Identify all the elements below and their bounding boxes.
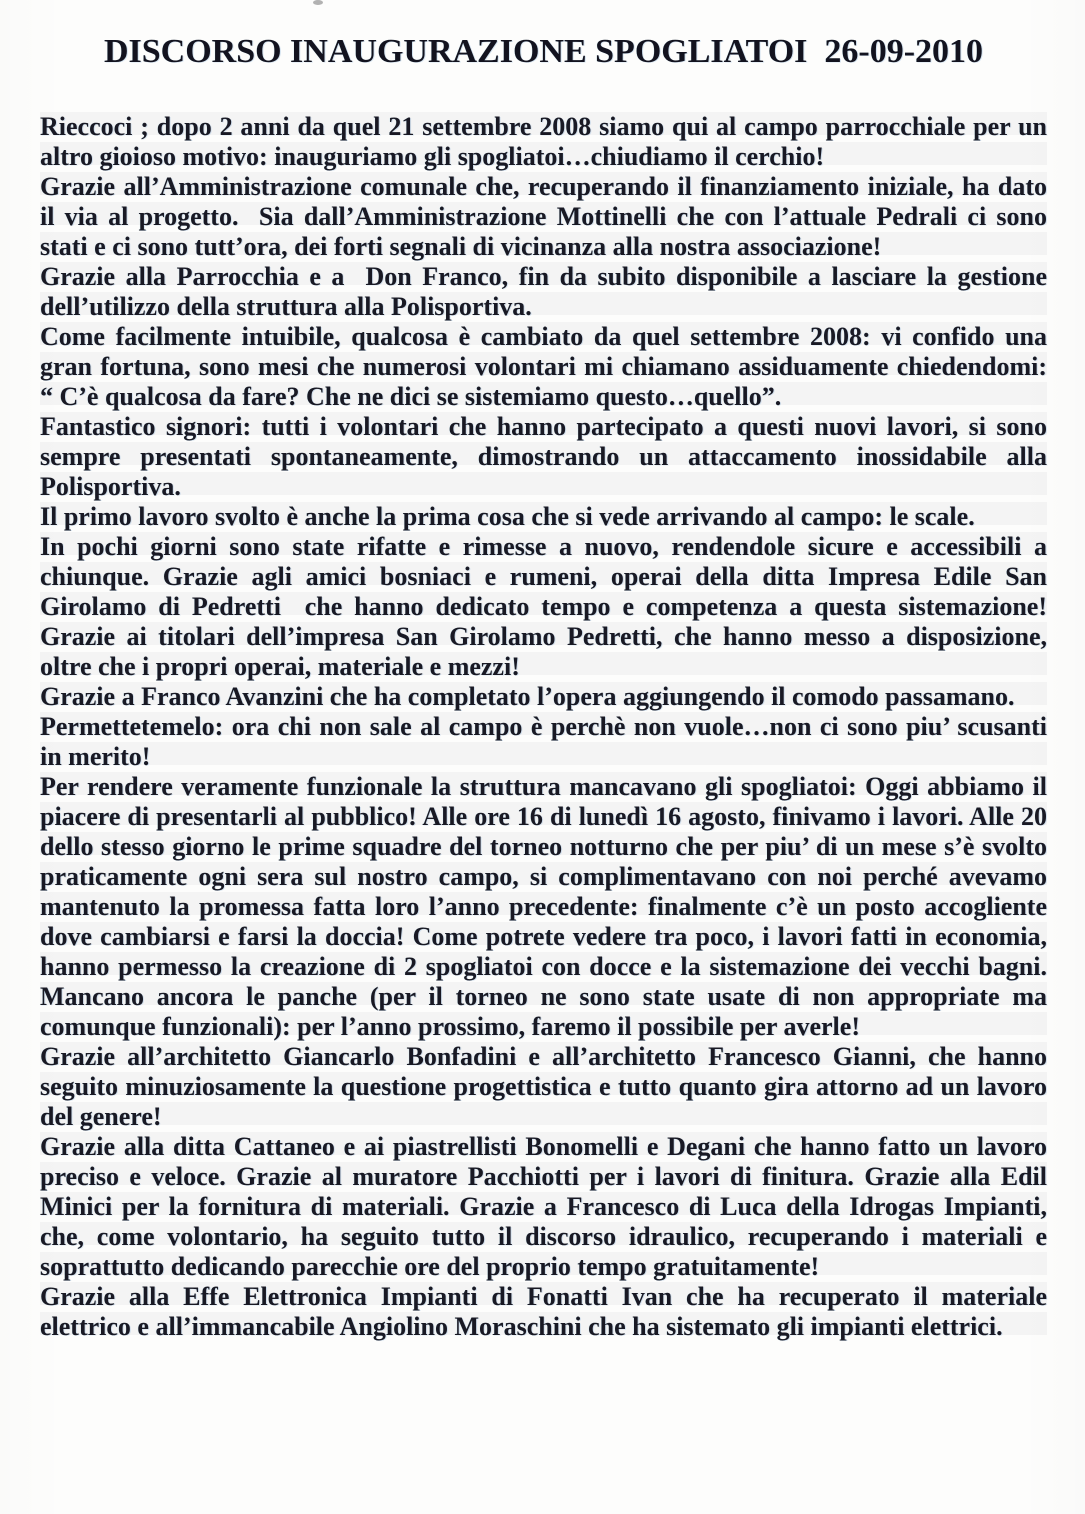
paragraph-thanks-administration: Grazie all’Amministrazione comunale che, recuperando il finanziamento iniziale, ha dato il via al progetto. Sia dall’Amministrazione Mottinelli che con l’attuale Pedrali ci sono stati e ci sono tutt’ora, dei forti segnali di vicinanza alla nostra associazione!: [40, 172, 1054, 261]
paragraph-volunteers-calls: Come facilmente intuibile, qualcosa è cambiato da quel settembre 2008: vi confido una gran fortuna, sono mesi che numerosi volontari mi chiamano assiduamente chiedendomi: “ C’è qualcosa da fare? Che ne dici se sistemiamo questo…quello”.: [40, 322, 1054, 411]
paragraph-thanks-parish: Grazie alla Parrocchia e a Don Franco, fin da subito disponibile a lasciare la gestione dell’utilizzo della struttura alla Polisportiva.: [40, 262, 1054, 321]
paragraph-thanks-architects: Grazie all’architetto Giancarlo Bonfadini e all’architetto Francesco Gianni, che hanno seguito minuziosamente la questione progettistica e tutto quanto gira attorno ad un lavoro del genere!: [40, 1042, 1054, 1131]
paragraph-thanks-avanzini: Grazie a Franco Avanzini che ha completato l’opera aggiungendo il comodo passamano.: [40, 682, 1015, 711]
paragraph-intro: Rieccoci ; dopo 2 anni da quel 21 settembre 2008 siamo qui al campo parrocchiale per un altro gioioso motivo: inauguriamo gli spogliatoi…chiudiamo il cerchio!: [40, 112, 1054, 171]
paragraph-thanks-contractors: Grazie alla ditta Cattaneo e ai piastrellisti Bonomelli e Degani che hanno fatto un lavoro preciso e veloce. Grazie al muratore Pacchiotti per i lavori di finitura. Grazie alla Edil Minici per la fornitura di materiali. Grazie a Francesco di Luca della Idrogas Impianti, che, come volontario, ha seguito tutto il discorso idraulico, recuperando i materiali e soprattutto dedicando parecchie ore del proprio tempo gratuitamente!: [40, 1132, 1054, 1281]
document-title: DISCORSO INAUGURAZIONE SPOGLIATOI 26-09-2010: [103, 33, 984, 70]
paragraph-stairs-workers: In pochi giorni sono state rifatte e rimesse a nuovo, rendendole sicure e accessibili a chiunque. Grazie agli amici bosniaci e rumeni, operai della ditta Impresa Edile San Girolamo di Pedretti che hanno dedicato tempo e competenza a questa sistemazione! Grazie ai titolari dell’impresa San Girolamo Pedretti, che hanno messo a disposizione, oltre che i propri operai, materiale e mezzi!: [40, 532, 1054, 681]
scan-artifact: [313, 0, 323, 5]
document-body: [40, 112, 1054, 1342]
paragraph-first-work-stairs: Il primo lavoro svolto è anche la prima cosa che si vede arrivando al campo: le scale.: [40, 502, 975, 531]
paragraph-thanks-electricians: Grazie alla Effe Elettronica Impianti di Fonatti Ivan che ha recuperato il materiale elettrico e all’immancabile Angiolino Moraschini che ha sistemato gli impianti elettrici.: [40, 1282, 1054, 1341]
paragraph-changing-rooms: Per rendere veramente funzionale la struttura mancavano gli spogliatoi: Oggi abbiamo il piacere di presentarli al pubblico! Alle ore 16 di lunedì 16 agosto, finivamo i lavori. Alle 20 dello stesso giorno le prime squadre del torneo notturno che per piu’ di un mese s’è svolto praticamente ogni sera sul nostro campo, si complimentavano con noi perché avevamo mantenuto la promessa fatta loro l’anno precedente: finalmente c’è un posto accogliente dove cambiarsi e farsi la doccia! Come potrete vedere tra poco, i lavori fatti in economia, hanno permesso la creazione di 2 spogliatoi con docce e la sistemazione dei vecchi bagni. Mancano ancora le panche (per il torneo ne sono state usate di non appropriate ma comunque funzionali): per l’anno prossimo, faremo il possibile per averle!: [40, 772, 1054, 1041]
paragraph-volunteers-praise: Fantastico signori: tutti i volontari che hanno partecipato a questi nuovi lavori, si sono sempre presentati spontaneamente, dimostrando un attaccamento inossidabile alla Polisportiva.: [40, 412, 1054, 501]
paragraph-no-excuses: Permettetemelo: ora chi non sale al campo è perchè non vuole…non ci sono piu’ scusanti in merito!: [40, 712, 1054, 771]
